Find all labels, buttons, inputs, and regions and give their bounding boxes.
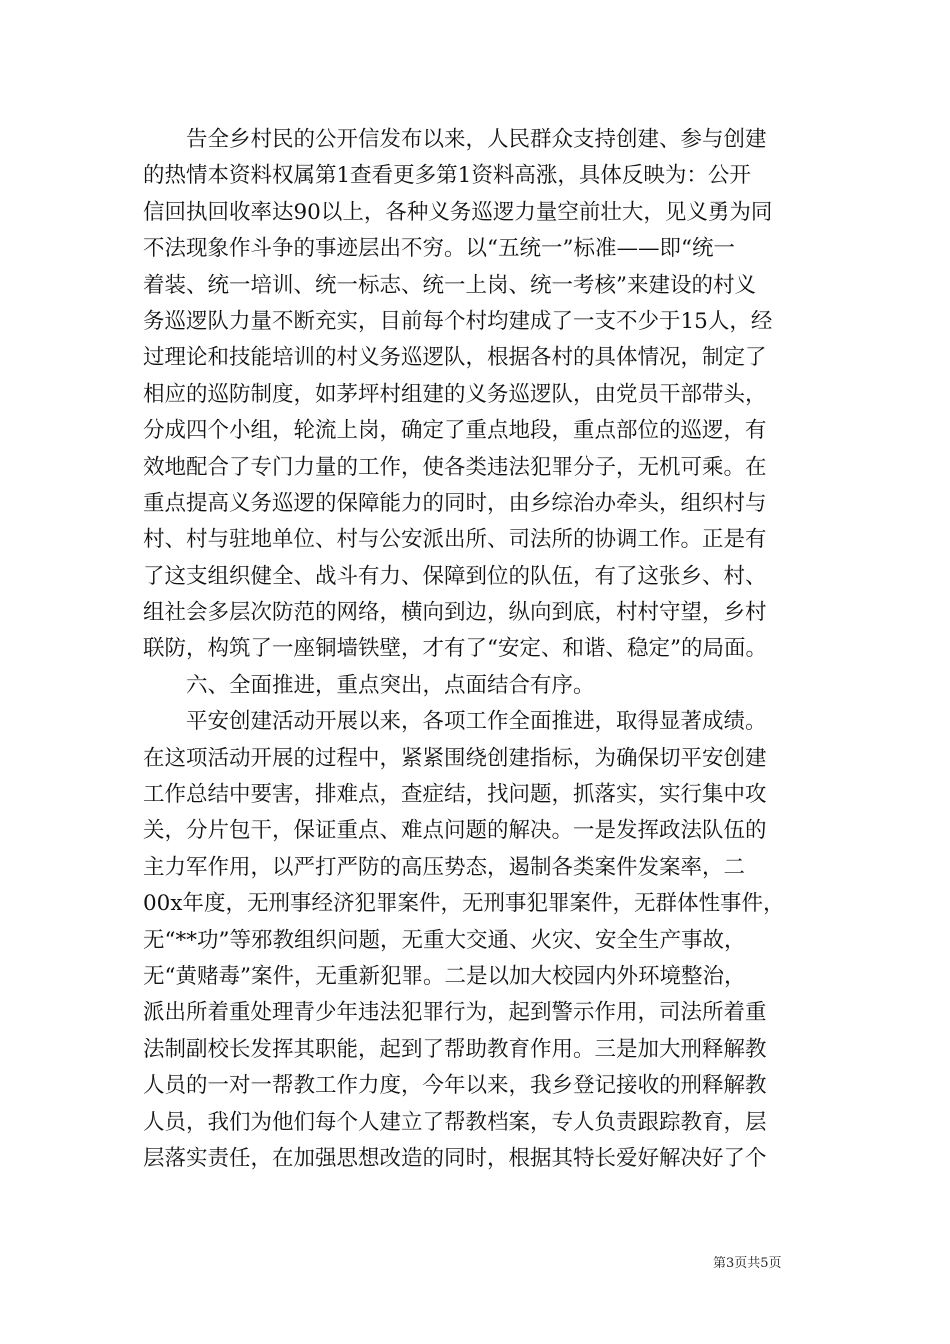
text-line: 关，分片包干，保证重点、难点问题的解决。一是发挥政法队伍的	[143, 818, 767, 844]
text-line: 组社会多层次防范的网络，横向到边，纵向到底，村村守望，乡村	[143, 600, 767, 626]
text-line: 村、村与驻地单位、村与公安派出所、司法所的协调工作。正是有	[143, 527, 767, 553]
text-line: 无“**功”等邪教组织问题，无重大交通、火灾、安全生产事故，	[143, 927, 746, 953]
text-line: 在这项活动开展的过程中，紧紧围绕创建指标，为确保切平安创建	[143, 745, 767, 771]
body-text	[143, 122, 823, 1177]
text-line: 不法现象作斗争的事迹层出不穷。以“五统一”标准——即“统一	[143, 236, 735, 262]
text-line: 人员，我们为他们每个人建立了帮教档案，专人负责跟踪教育，层	[143, 1109, 767, 1135]
text-line: 的热情本资料权属第1查看更多第1资料高涨，具体反映为：公开	[143, 163, 751, 189]
text-line: 法制副校长发挥其职能，起到了帮助教育作用。三是加大刑释解教	[143, 1036, 767, 1062]
text-line: 派出所着重处理青少年违法犯罪行为，起到警示作用，司法所着重	[143, 1000, 767, 1026]
text-line: 人员的一对一帮教工作力度，今年以来，我乡登记接收的刑释解教	[143, 1073, 767, 1099]
text-line: 工作总结中要害，排难点，查症结，找问题，抓落实，实行集中攻	[143, 782, 767, 808]
text-line: 了这支组织健全、战斗有力、保障到位的队伍，有了这张乡、村、	[143, 563, 767, 589]
text-line: 00x年度，无刑事经济犯罪案件，无刑事犯罪案件，无群体性事件，	[143, 891, 785, 917]
text-line: 着装、统一培训、统一标志、统一上岗、统一考核”来建设的村义	[143, 272, 756, 298]
text-line: 分成四个小组，轮流上岗，确定了重点地段，重点部位的巡逻，有	[143, 418, 767, 444]
text-line: 平安创建活动开展以来，各项工作全面推进，取得显著成绩。	[143, 709, 767, 735]
text-line: 无“黄赌毒”案件，无重新犯罪。二是以加大校园内外环境整治，	[143, 963, 746, 989]
text-line: 告全乡村民的公开信发布以来，人民群众支持创建、参与创建	[143, 127, 767, 152]
text-line: 层落实责任，在加强思想改造的同时，根据其特长爱好解决好了个	[143, 1145, 767, 1171]
text-line: 过理论和技能培训的村义务巡逻队，根据各村的具体情况，制定了	[143, 345, 767, 371]
text-line: 联防，构筑了一座铜墙铁壁，才有了“安定、和谐、稳定”的局面。	[143, 636, 767, 662]
text-line: 务巡逻队力量不断充实，目前每个村均建成了一支不少于15人，经	[143, 308, 773, 334]
section-heading: 六、全面推进，重点突出，点面结合有序。	[143, 672, 595, 698]
page-number: 第3页共5页	[713, 1256, 782, 1271]
text-line: 主力军作用，以严打严防的高压势态，遏制各类案件发案率，二	[143, 854, 746, 880]
text-line: 重点提高义务巡逻的保障能力的同时，由乡综治办牵头，组织村与	[143, 490, 767, 516]
text-line: 信回执回收率达90以上，各种义务巡逻力量空前壮大，见义勇为同	[143, 199, 773, 225]
text-line: 效地配合了专门力量的工作，使各类违法犯罪分子，无机可乘。在	[143, 454, 767, 480]
text-line: 相应的巡防制度，如茅坪村组建的义务巡逻队，由党员干部带头，	[143, 381, 767, 407]
